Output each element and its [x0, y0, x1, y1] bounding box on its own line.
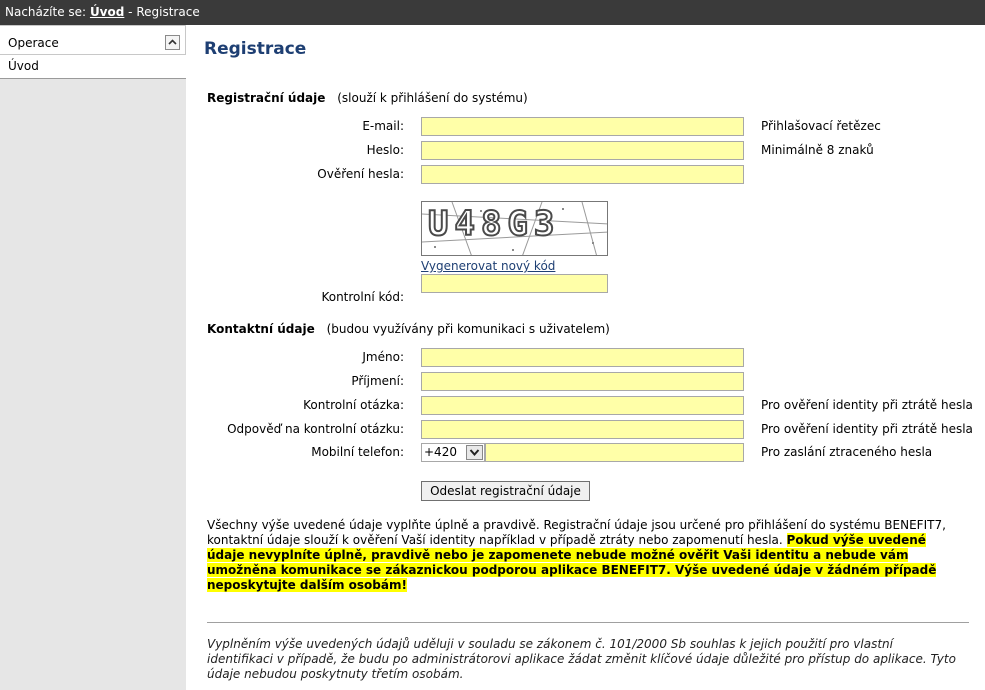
breadcrumb — [0, 0, 985, 25]
breadcrumb-current: Registrace — [136, 5, 200, 19]
sidebar-item-uvod[interactable] — [0, 55, 186, 79]
answer-field[interactable] — [421, 420, 744, 439]
password-hint: Minimálně 8 znaků — [761, 143, 874, 157]
breadcrumb-prefix: Nacházíte se: — [5, 5, 87, 19]
question-field[interactable] — [421, 396, 744, 415]
question-hint: Pro ověření identity při ztrátě hesla — [761, 398, 973, 412]
last-name-field[interactable] — [421, 372, 744, 391]
registration-section-heading — [207, 91, 528, 105]
breadcrumb-separator: - — [128, 5, 133, 19]
contact-heading: Kontaktní údaje — [207, 322, 315, 336]
breadcrumb-home-link[interactable]: Úvod — [89, 5, 125, 19]
collapse-icon[interactable] — [165, 35, 180, 50]
email-field[interactable] — [421, 117, 744, 136]
captcha-text: U48G3 — [428, 204, 561, 244]
sidebar-header-label: Operace — [8, 36, 59, 50]
regenerate-captcha-link[interactable]: Vygenerovat nový kód — [421, 259, 556, 273]
info-paragraph — [207, 518, 967, 593]
divider — [207, 622, 969, 623]
submit-button[interactable]: Odeslat registrační údaje — [421, 481, 590, 501]
captcha-image — [421, 201, 608, 256]
info-text: Všechny výše uvedené údaje vyplňte úplně a pravdivě. Registrační údaje jsou určené pro přihlášení do systému BENEFIT7, kontaktní údaje slouží k ověření Vaší identity například v případě ztráty nebo zapomenutí hesla. — [207, 518, 946, 547]
phone-label: Mobilní telefon: — [311, 445, 404, 459]
consent-note: Vyplněním výše uvedených údajů uděluji v souladu se zákonem č. 101/2000 Sb souhlas k jejich použití pro vlastní identifikaci v případě, že budu po administrátorovi aplikace žádat změnit klíčové údaje důležité pro přístup do aplikace. Tyto údaje nebudou poskytnuty třetím osobám. — [207, 637, 956, 681]
first-name-field[interactable] — [421, 348, 744, 367]
phone-code-select[interactable] — [421, 443, 485, 462]
page-title: Registrace — [204, 39, 307, 59]
contact-note: (budou využívány při komunikaci s uživatelem) — [326, 322, 610, 336]
contact-section-heading — [207, 322, 610, 336]
sidebar — [0, 25, 186, 690]
password-confirm-label: Ověření hesla: — [317, 167, 404, 181]
last-name-label: Příjmení: — [351, 374, 404, 388]
chevron-down-icon[interactable] — [466, 445, 483, 460]
answer-label: Odpověď na kontrolní otázku: — [227, 422, 404, 436]
sidebar-item-label: Úvod — [8, 59, 39, 73]
email-label: E-mail: — [362, 119, 404, 133]
phone-code-value: +420 — [424, 445, 457, 459]
first-name-label: Jméno: — [362, 350, 404, 364]
main-content — [186, 25, 985, 690]
email-hint: Přihlašovací řetězec — [761, 119, 881, 133]
registration-note: (slouží k přihlášení do systému) — [337, 91, 528, 105]
registration-heading: Registrační údaje — [207, 91, 326, 105]
password-label: Heslo: — [366, 143, 404, 157]
captcha-label: Kontrolní kód: — [321, 290, 404, 304]
phone-field[interactable] — [485, 443, 744, 462]
answer-hint: Pro ověření identity při ztrátě hesla — [761, 422, 973, 436]
info-warning: Pokud výše uvedené údaje nevyplníte úplně, pravdivě nebo je zapomenete nebude možné ověřit Vaši identitu a nebude vám umožněna komunikace se zákaznickou podporou aplikace BENEFIT7. Výše uvedené údaje v žádném případě neposkytujte dalším osobám! — [207, 533, 937, 592]
captcha-field[interactable] — [421, 274, 608, 293]
phone-hint: Pro zaslání ztraceného hesla — [761, 445, 933, 459]
question-label: Kontrolní otázka: — [303, 398, 404, 412]
password-confirm-field[interactable] — [421, 165, 744, 184]
password-field[interactable] — [421, 141, 744, 160]
sidebar-header — [0, 25, 186, 55]
